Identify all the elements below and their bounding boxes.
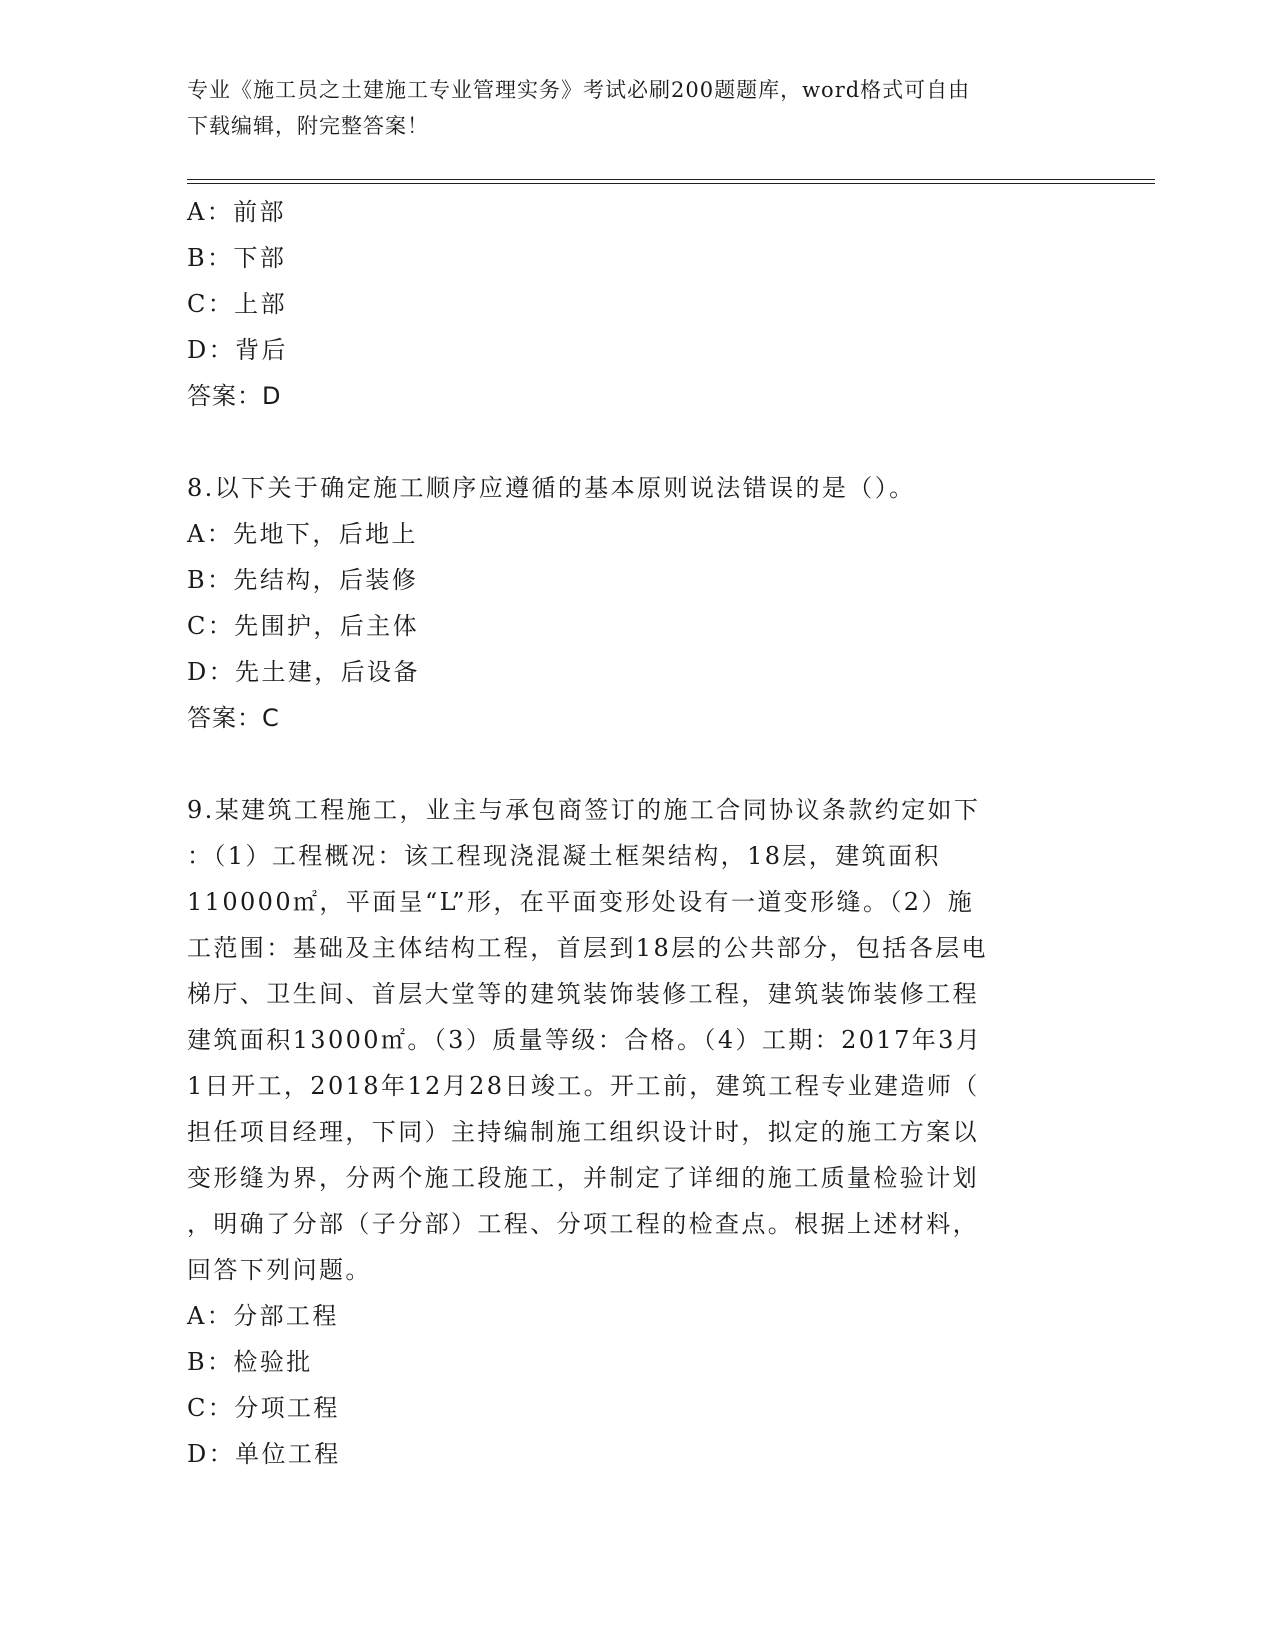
answer: 答案：D <box>187 382 282 410</box>
question-7 <box>187 189 1077 419</box>
header-rule-bottom <box>187 183 1155 184</box>
header-line-1: 专业《施工员之土建施工专业管理实务》考试必刷200题题库，word格式可自由 <box>187 78 971 102</box>
stem-line: 回答下列问题。 <box>187 1256 372 1284</box>
question-9 <box>187 787 1077 1477</box>
option-c: C：先围护，后主体 <box>187 612 419 640</box>
header-rule-top <box>187 179 1155 180</box>
option-c: C：分项工程 <box>187 1394 340 1422</box>
stem-line: 工范围：基础及主体结构工程，首层到18层的公共部分，包括各层电 <box>187 934 988 962</box>
header-line-2: 下载编辑，附完整答案！ <box>187 114 429 138</box>
stem-line: 1日开工，2018年12月28日竣工。开工前，建筑工程专业建造师（ <box>187 1072 980 1100</box>
question-8 <box>187 465 1077 741</box>
question-stem: 8.以下关于确定施工顺序应遵循的基本原则说法错误的是（）。 <box>187 474 916 502</box>
option-b: B：下部 <box>187 244 287 272</box>
option-a: A：先地下，后地上 <box>187 520 418 548</box>
option-b: B：检验批 <box>187 1348 313 1376</box>
option-d: D：先土建，后设备 <box>187 658 420 686</box>
stem-line: 担任项目经理，下同）主持编制施工组织设计时，拟定的施工方案以 <box>187 1118 979 1146</box>
stem-line: 9.某建筑工程施工，业主与承包商签订的施工合同协议条款约定如下 <box>187 796 981 824</box>
question-stem <box>187 787 1077 1293</box>
option-c: C：上部 <box>187 290 287 318</box>
stem-line: ，明确了分部（子分部）工程、分项工程的检查点。根据上述材料， <box>187 1210 979 1238</box>
option-b: B：先结构，后装修 <box>187 566 419 594</box>
spacer <box>187 419 1077 465</box>
document-header <box>187 72 1087 144</box>
option-d: D：背后 <box>187 336 288 364</box>
stem-line: 建筑面积13000㎡。（3）质量等级：合格。（4）工期：2017年3月 <box>187 1026 983 1054</box>
stem-line: ：（1）工程概况：该工程现浇混凝土框架结构，18层，建筑面积 <box>187 842 941 870</box>
stem-line: 110000㎡，平面呈“L”形，在平面变形处设有一道变形缝。（2）施 <box>187 888 975 916</box>
spacer <box>187 741 1077 787</box>
option-a: A：分部工程 <box>187 1302 339 1330</box>
stem-line: 变形缝为界，分两个施工段施工，并制定了详细的施工质量检验计划 <box>187 1164 979 1192</box>
option-d: D：单位工程 <box>187 1440 341 1468</box>
document-body <box>187 189 1077 1477</box>
answer: 答案：C <box>187 704 280 732</box>
option-a: A：前部 <box>187 198 286 226</box>
stem-line: 梯厅、卫生间、首层大堂等的建筑装饰装修工程，建筑装饰装修工程 <box>187 980 979 1008</box>
